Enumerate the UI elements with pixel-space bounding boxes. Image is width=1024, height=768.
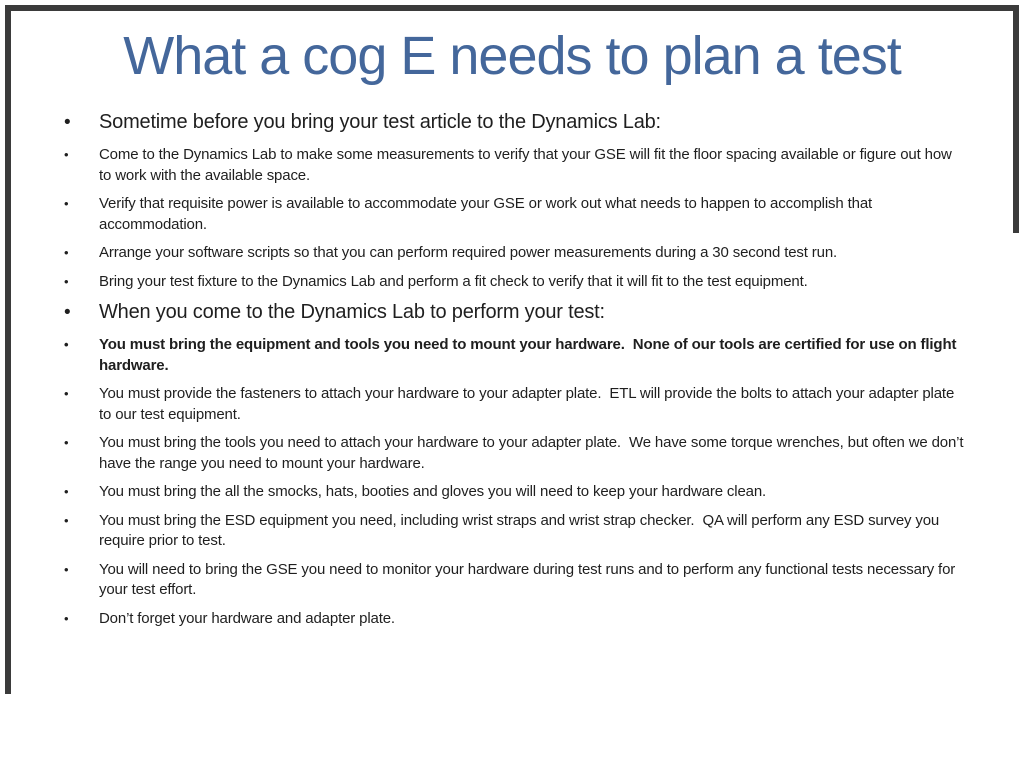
bullet-item [64,243,964,264]
bullet-icon: • [64,610,69,626]
bullet-icon: • [64,196,69,211]
bullet-item [64,300,964,325]
bullet-item [64,145,964,186]
bullet-text: You will need to bring the GSE you need to monitor your hardware during test runs and to perform any functional tests necessary for your test effort. [99,560,960,598]
bullet-icon: • [64,512,69,528]
slide-border-left [5,5,11,694]
slide-border-right [1013,5,1019,233]
bullet-item [64,482,964,503]
slide-title: What a cog E needs to plan a test [123,26,901,86]
bullet-text: Bring your test fixture to the Dynamics Lab and perform a fit check to verify that it will fit to the test equipment. [99,272,808,290]
bullet-text: You must bring the ESD equipment you need, including wrist straps and wrist strap checker. QA will perform any ESD survey you require prior to test. [99,511,944,549]
bullet-icon: • [64,435,69,450]
bullet-item [64,272,964,293]
bullet-item [64,560,964,601]
bullet-text: You must bring the tools you need to attach your hardware to your adapter plate. We have some torque wrenches, but often we don’t have the range you need to mount your hardware. [99,434,968,472]
bullet-list [0,110,1024,629]
bullet-item [64,384,964,425]
bullet-text: You must bring the equipment and tools you need to mount your hardware. None of our tools are certified for use on flight hardware. [99,336,961,374]
bullet-icon: • [64,273,69,289]
bullet-icon: • [64,561,69,577]
bullet-item [64,335,964,376]
bullet-text: Verify that requisite power is available to accommodate your GSE or work out what needs to happen to accomplish that accommodation. [99,195,877,233]
bullet-icon: • [64,245,69,260]
bullet-item [64,609,964,630]
bullet-text: Arrange your software scripts so that you can perform required power measurements during a 30 second test run. [99,244,838,261]
bullet-icon: • [64,386,69,401]
bullet-icon: • [64,147,69,162]
bullet-icon: • [64,337,69,352]
bullet-item [64,194,964,235]
bullet-icon: • [64,484,69,499]
bullet-item [64,511,964,552]
bullet-text: You must provide the fasteners to attach your hardware to your adapter plate. ETL will provide the bolts to attach your adapter plate to our test equipment. [99,385,959,423]
bullet-item [64,110,964,135]
bullet-text: Come to the Dynamics Lab to make some measurements to verify that your GSE will fit the floor spacing available or figure out how to work with the available space. [99,146,956,184]
bullet-text: You must bring the all the smocks, hats, booties and gloves you will need to keep your hardware clean. [99,483,767,500]
bullet-text: Sometime before you bring your test article to the Dynamics Lab: [99,111,661,133]
bullet-text: When you come to the Dynamics Lab to perform your test: [99,301,605,323]
bullet-text: Don’t forget your hardware and adapter plate. [99,609,395,627]
bullet-icon: • [64,112,71,133]
slide-border-top [5,5,1019,11]
bullet-icon: • [64,302,71,323]
bullet-item [64,433,968,474]
